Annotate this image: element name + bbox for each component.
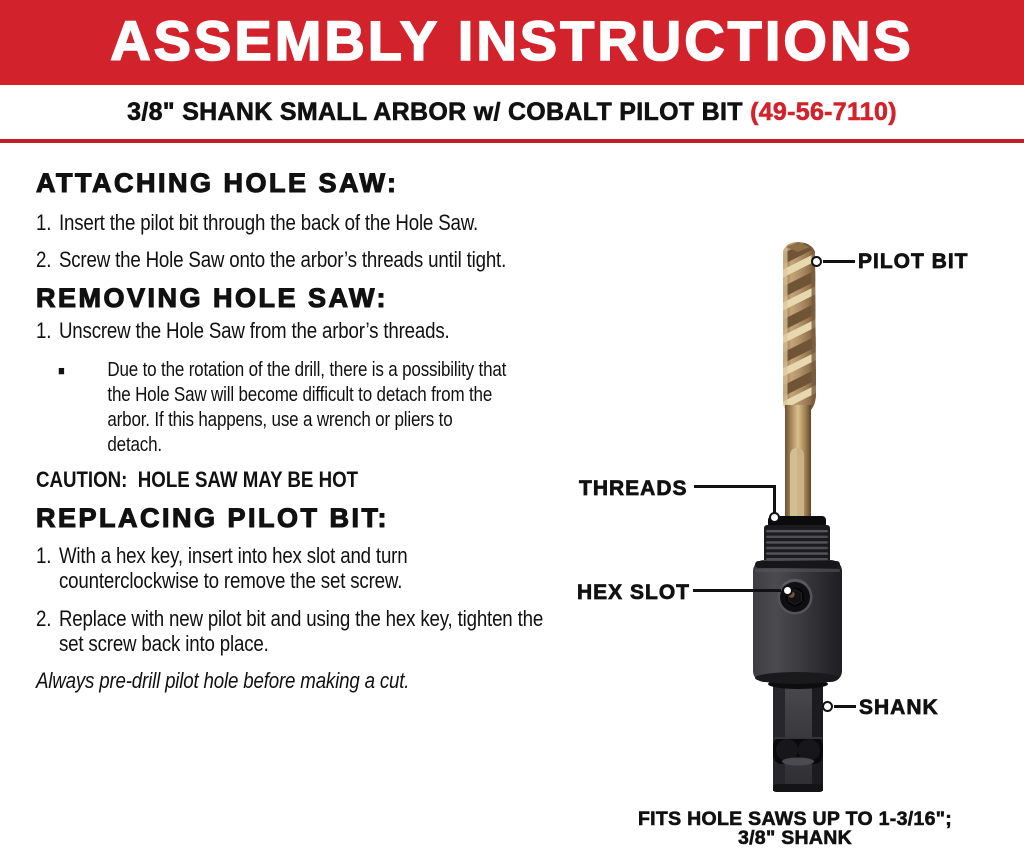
red-divider bbox=[0, 139, 1024, 143]
attaching-step-2 bbox=[36, 247, 584, 272]
caution-text: CAUTION: HOLE SAW MAY BE HOT bbox=[36, 467, 359, 492]
label-threads: THREADS bbox=[579, 477, 688, 500]
removing-step-1 bbox=[36, 318, 584, 343]
part-number: (49-56-7110) bbox=[750, 97, 897, 126]
threads-leader-dot bbox=[769, 512, 780, 523]
attaching-step-1 bbox=[36, 210, 584, 235]
threads-leader-line-v bbox=[773, 485, 776, 513]
step-number: 1. bbox=[36, 318, 52, 343]
step-text: With a hex key, insert into hex slot and turn counterclockwise to remove the set screw. bbox=[58, 543, 408, 593]
step-number: 1. bbox=[36, 543, 52, 568]
footnote-text: Always pre-drill pilot hole before making a cut. bbox=[36, 668, 410, 693]
section-heading-attaching: ATTACHING HOLE SAW: bbox=[36, 168, 399, 198]
section-heading-replacing: REPLACING PILOT BIT: bbox=[36, 503, 389, 533]
step-text: Replace with new pilot bit and using the hex key, tighten the set screw back into place. bbox=[58, 606, 544, 656]
shank-leader-line bbox=[834, 705, 856, 708]
subtitle bbox=[0, 85, 1024, 139]
step-text: Insert the pilot bit through the back of the Hole Saw. bbox=[58, 210, 479, 235]
pilot-bit-leader-line bbox=[823, 260, 855, 263]
pilot-bit-leader-dot bbox=[811, 256, 822, 267]
arbor-tool-illustration bbox=[740, 235, 860, 805]
note-text: Due to the rotation of the drill, there is a possibility that the Hole Saw will become difficult to detach from the arbor. If this happens, use a wrench or pliers to detach. bbox=[107, 359, 507, 456]
instructions-column bbox=[36, 168, 584, 693]
square-bullet-icon: ■ bbox=[58, 363, 65, 378]
page-title: ASSEMBLY INSTRUCTIONS bbox=[110, 9, 914, 72]
removing-note bbox=[36, 358, 584, 458]
label-hex-slot: HEX SLOT bbox=[577, 581, 691, 604]
hex-slot-graphic bbox=[778, 580, 813, 615]
diagram-caption bbox=[560, 810, 1024, 847]
threads-graphic bbox=[764, 516, 830, 563]
hex-shank-graphic bbox=[768, 675, 828, 792]
label-pilot-bit: PILOT BIT bbox=[858, 250, 969, 273]
shank-leader-dot bbox=[822, 701, 833, 712]
banner bbox=[0, 0, 1024, 85]
label-shank: SHANK bbox=[859, 696, 939, 719]
replacing-step-2 bbox=[36, 606, 584, 656]
product-name: 3/8" SHANK SMALL ARBOR w/ COBALT PILOT BIT bbox=[127, 97, 751, 126]
step-text: Screw the Hole Saw onto the arbor’s threads until tight. bbox=[58, 247, 507, 272]
step-number: 2. bbox=[36, 247, 52, 272]
bit-shank-graphic bbox=[785, 405, 811, 523]
step-number: 1. bbox=[36, 210, 52, 235]
diagram-caption-line2: 3/8" SHANK bbox=[737, 826, 853, 849]
hex-slot-leader-line bbox=[693, 589, 781, 592]
section-heading-removing: REMOVING HOLE SAW: bbox=[36, 283, 389, 313]
arbor-body-graphic bbox=[753, 560, 842, 684]
hex-slot-leader-dot bbox=[782, 585, 793, 596]
step-text: Unscrew the Hole Saw from the arbor’s threads. bbox=[58, 318, 450, 343]
replacing-step-1 bbox=[36, 543, 584, 593]
step-number: 2. bbox=[36, 606, 52, 631]
threads-leader-line-h bbox=[694, 485, 776, 488]
diagram-caption-line1: FITS HOLE SAWS UP TO 1-3/16"; bbox=[637, 808, 953, 830]
